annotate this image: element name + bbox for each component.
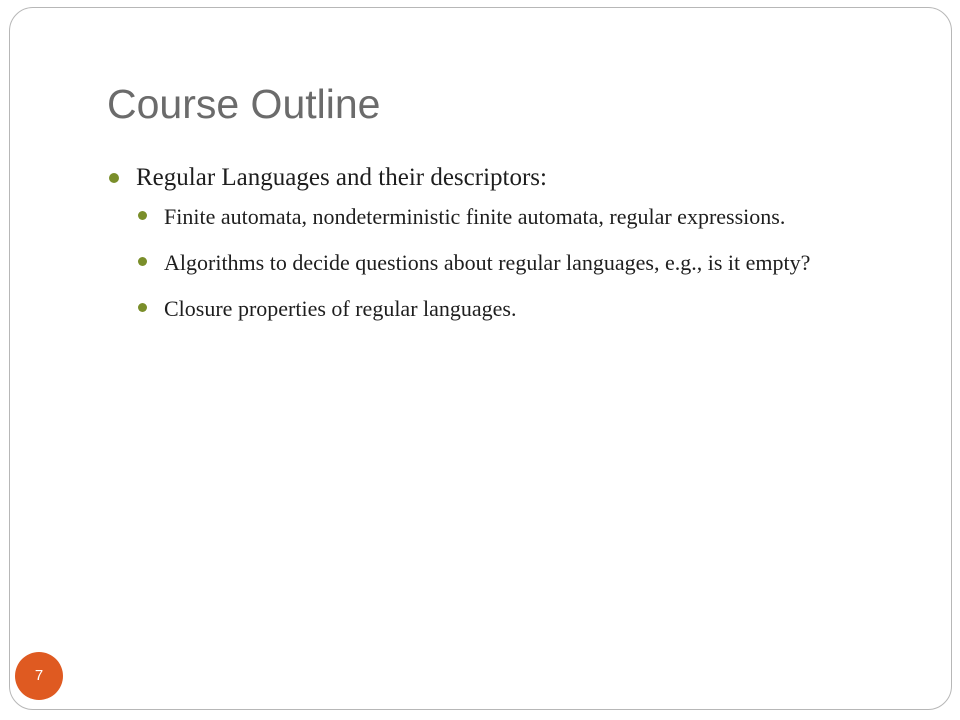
sub-bullet-text: Closure properties of regular languages.: [164, 296, 517, 321]
bullet-dot-icon: [138, 303, 147, 312]
sub-bullet-text: Algorithms to decide questions about regular languages, e.g., is it empty?: [164, 250, 811, 275]
sub-bullet-text: Finite automata, nondeterministic finite automata, regular expressions.: [164, 204, 786, 229]
bullet-item: [108, 160, 898, 196]
sub-bullet-item: [108, 294, 898, 324]
page-number-badge: 7: [15, 652, 63, 700]
sub-bullet-item: [108, 248, 898, 278]
bullet-text: Regular Languages and their descriptors:: [136, 164, 547, 191]
bullet-dot-icon: [109, 173, 119, 183]
sub-bullet-item: [108, 202, 898, 232]
slide-body: [108, 160, 898, 340]
slide-title: Course Outline: [107, 81, 381, 127]
bullet-dot-icon: [138, 211, 147, 220]
bullet-dot-icon: [138, 257, 147, 266]
